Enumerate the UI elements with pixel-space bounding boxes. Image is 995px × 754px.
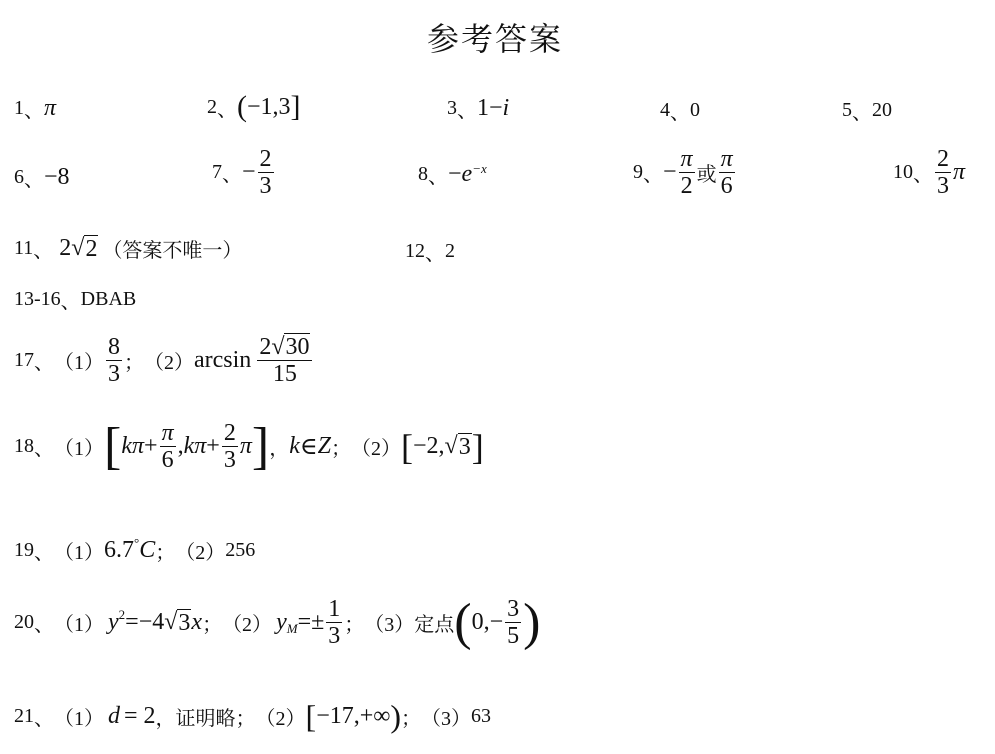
answer-18: 18 、 （1） [ kπ + $\frac{\pi}{6}$ , kπ + $\frac{2}{3}$ π ] ， k ∈ Z ； （2） [ −2, √ 3 ] bbox=[14, 417, 484, 475]
answer-11: 11 、 2 √ 2 （答案不唯一） bbox=[14, 235, 243, 262]
fraction: $\frac{\pi}{6}$ bbox=[161, 420, 174, 474]
answer-2: 2 、 ( −1,3 ] bbox=[207, 90, 301, 123]
answer-1: 1 、 π bbox=[14, 95, 57, 122]
answer-9: 9 、 − $\frac{\pi}{2}$ 或 $\frac{\pi}{6}$ bbox=[633, 146, 733, 200]
answer-12: 12 、 2 bbox=[405, 240, 455, 265]
fraction: $\frac{3}{5}$ bbox=[507, 596, 520, 650]
fraction: $\frac{1}{3}$ bbox=[328, 596, 341, 650]
answer-7: 7 、 − $\frac{2}{3}$ bbox=[212, 146, 272, 200]
fraction: $\frac{\pi}{2}$ bbox=[680, 146, 693, 200]
answer-17: 17 、 （1） $\frac{8}{3}$ ； （2） arcsin $\frac{2√30}{15}$ bbox=[14, 334, 314, 388]
fraction: $\frac{2}{3}$ bbox=[223, 420, 236, 474]
answer-3: 3 、 1− i bbox=[447, 95, 510, 122]
answer-21: 21 、 （1） d = 2 ，证明略； （2） [ −17,+∞ ) ； （3） 63 bbox=[14, 698, 492, 734]
fraction: $\frac{8}{3}$ bbox=[108, 334, 120, 388]
answer-19: 19 、 （1） 6.7 ° C ； （2） 256 bbox=[14, 534, 256, 564]
fraction: $\frac{2}{3}$ bbox=[937, 146, 949, 200]
answer-8: 8 、 − e −x bbox=[418, 160, 487, 188]
radical-sign: √ bbox=[71, 235, 85, 261]
answer-6: 6 、 −8 bbox=[14, 164, 70, 191]
fraction: $\frac{\pi}{6}$ bbox=[720, 146, 733, 200]
answer-10: 10 、 $\frac{2}{3}$ π bbox=[893, 146, 966, 200]
fraction: $\frac{2√30}{15}$ bbox=[257, 334, 312, 388]
radical-sign: √ bbox=[164, 609, 178, 636]
radical-sign: √ bbox=[271, 334, 285, 360]
answer-4: 4 、 0 bbox=[660, 99, 700, 124]
radical-sign: √ bbox=[444, 433, 458, 460]
fraction: $\frac{2}{3}$ bbox=[259, 146, 272, 200]
answer-20: 20 、 （1） y 2 =−4 √ 3 x ； （2） y M =± $\frac{1}{3}$ ； （3） 定点 ( 0,− $\frac{3}{5}$ ) bbox=[14, 593, 541, 651]
answer-13-16: 13-16 、 DBAB bbox=[14, 288, 137, 313]
answer-5: 5 、 20 bbox=[842, 99, 892, 124]
page-title: 参考答案 bbox=[427, 21, 564, 57]
